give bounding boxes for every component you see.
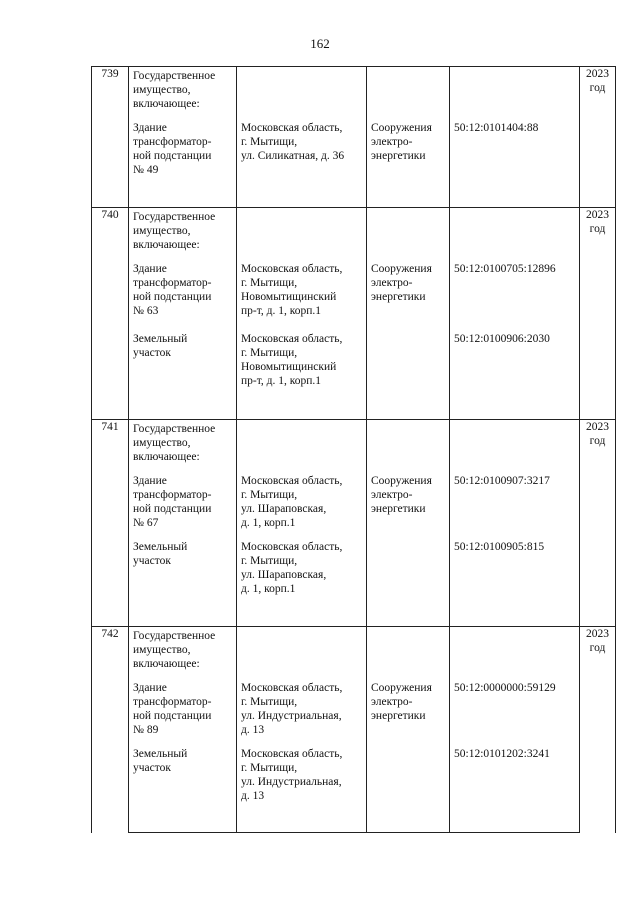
property-item-row (92, 121, 616, 207)
text-line: Государственное (133, 629, 216, 642)
record-year (580, 67, 616, 208)
text-line: Сооружения (371, 681, 432, 694)
address-cell (237, 207, 367, 262)
text-line: ной подстанции (133, 709, 212, 722)
item-address (237, 332, 367, 420)
text-line: Здание (133, 262, 167, 275)
text-line: № 89 (133, 723, 159, 736)
text-line: ул. Индустриальная, (241, 709, 342, 722)
text-line: 2023 (586, 68, 609, 80)
record-number: 742 (92, 626, 129, 833)
text-line: № 63 (133, 304, 159, 317)
text-line: электро- (371, 276, 413, 289)
item-address (237, 540, 367, 626)
text-line: Земельный (133, 332, 188, 345)
text-line: Сооружения (371, 122, 432, 134)
item-category (367, 474, 450, 540)
cadastral-cell (450, 420, 580, 475)
property-registry-table (91, 66, 616, 833)
text-line: включающее: (133, 657, 200, 670)
text-line: Здание (133, 122, 167, 134)
text-line: г. Мытищи, (241, 761, 298, 774)
record-number: 741 (92, 420, 129, 627)
cadastral-number: 50:12:0101404:88 (450, 121, 580, 207)
text-line: имущество, (133, 84, 191, 96)
property-item-row (92, 262, 616, 332)
registry-body (92, 67, 616, 833)
item-category (367, 262, 450, 332)
cadastral-cell (450, 67, 580, 122)
page-number: 162 (310, 36, 330, 51)
text-line: Земельный (133, 747, 188, 760)
text-line: Московская область, (241, 332, 343, 345)
record-year (580, 207, 616, 420)
item-address (237, 681, 367, 747)
property-item-row (92, 474, 616, 540)
text-line: Московская область, (241, 541, 343, 553)
address-cell (237, 420, 367, 475)
text-line: имущество, (133, 437, 191, 449)
text-line: ул. Шараповская, (241, 503, 327, 515)
text-line: Сооружения (371, 475, 432, 487)
text-line: имущество, (133, 224, 191, 237)
item-category (367, 540, 450, 626)
group-name (129, 420, 237, 475)
text-line: № 49 (133, 164, 159, 176)
text-line: Новомытищинский (241, 360, 337, 373)
text-line: Сооружения (371, 262, 432, 275)
text-line: Московская область, (241, 122, 343, 134)
text-line: д. 1, корп.1 (241, 583, 296, 595)
text-line: пр-т, д. 1, корп.1 (241, 304, 322, 317)
property-item-row (92, 332, 616, 420)
item-name (129, 474, 237, 540)
item-category (367, 681, 450, 747)
text-line: энергетики (371, 503, 426, 515)
text-line: Московская область, (241, 681, 343, 694)
category-cell (367, 67, 450, 122)
text-line: ной подстанции (133, 290, 212, 303)
record-header-row (92, 67, 616, 122)
record-number: 740 (92, 207, 129, 420)
cadastral-number: 50:12:0100907:3217 (450, 474, 580, 540)
text-line: Государственное (133, 423, 216, 435)
text-line: год (589, 641, 606, 654)
item-name (129, 332, 237, 420)
text-line: имущество, (133, 643, 191, 656)
text-line: пр-т, д. 1, корп.1 (241, 374, 322, 387)
record-header-row (92, 420, 616, 475)
text-line: Московская область, (241, 747, 343, 760)
text-line: электро- (371, 136, 413, 148)
text-line: участок (133, 555, 171, 567)
text-line: энергетики (371, 150, 426, 162)
text-line: Московская область, (241, 262, 343, 275)
cadastral-number: 50:12:0101202:3241 (450, 747, 580, 833)
text-line: трансформатор- (133, 695, 212, 708)
text-line: ной подстанции (133, 503, 212, 515)
text-line: включающее: (133, 238, 200, 251)
text-line: трансформатор- (133, 276, 212, 289)
address-cell (237, 626, 367, 681)
property-item-row (92, 747, 616, 833)
text-line: энергетики (371, 290, 426, 303)
text-line: электро- (371, 695, 413, 708)
text-line: г. Мытищи, (241, 346, 298, 359)
text-line: 2023 (586, 208, 609, 221)
group-name (129, 67, 237, 122)
cadastral-cell (450, 626, 580, 681)
text-line: Государственное (133, 210, 216, 223)
text-line: г. Мытищи, (241, 136, 298, 148)
item-address (237, 121, 367, 207)
item-category (367, 747, 450, 833)
text-line: Государственное (133, 70, 216, 82)
text-line: 2023 (586, 421, 609, 433)
record-year (580, 626, 616, 833)
item-name (129, 262, 237, 332)
address-cell (237, 67, 367, 122)
record-header-row (92, 626, 616, 681)
text-line: год (589, 435, 606, 447)
text-line: ной подстанции (133, 150, 212, 162)
property-item-row (92, 681, 616, 747)
text-line: включающее: (133, 98, 200, 110)
group-name (129, 626, 237, 681)
item-address (237, 474, 367, 540)
record-header-row (92, 207, 616, 262)
text-line: энергетики (371, 709, 426, 722)
text-line: Здание (133, 681, 167, 694)
category-cell (367, 420, 450, 475)
item-category (367, 332, 450, 420)
property-item-row (92, 540, 616, 626)
text-line: ул. Индустриальная, (241, 775, 342, 788)
text-line: включающее: (133, 451, 200, 463)
item-name (129, 747, 237, 833)
text-line: Здание (133, 475, 167, 487)
text-line: электро- (371, 489, 413, 501)
cadastral-cell (450, 207, 580, 262)
category-cell (367, 207, 450, 262)
record-number: 739 (92, 67, 129, 208)
text-line: д. 1, корп.1 (241, 517, 296, 529)
cadastral-number: 50:12:0100905:815 (450, 540, 580, 626)
text-line: д. 13 (241, 723, 265, 736)
text-line: Земельный (133, 541, 188, 553)
cadastral-number: 50:12:0100906:2030 (450, 332, 580, 420)
text-line: г. Мытищи, (241, 555, 298, 567)
text-line: г. Мытищи, (241, 489, 298, 501)
group-name (129, 207, 237, 262)
text-line: № 67 (133, 517, 159, 529)
text-line: участок (133, 761, 171, 774)
text-line: год (589, 222, 606, 235)
text-line: ул. Силикатная, д. 36 (241, 150, 345, 162)
cadastral-number: 50:12:0000000:59129 (450, 681, 580, 747)
text-line: участок (133, 346, 171, 359)
text-line: ул. Шараповская, (241, 569, 327, 581)
text-line: д. 13 (241, 789, 265, 802)
text-line: г. Мытищи, (241, 695, 298, 708)
text-line: Московская область, (241, 475, 343, 487)
category-cell (367, 626, 450, 681)
text-line: г. Мытищи, (241, 276, 298, 289)
item-address (237, 262, 367, 332)
text-line: Новомытищинский (241, 290, 337, 303)
item-address (237, 747, 367, 833)
item-name (129, 540, 237, 626)
item-name (129, 121, 237, 207)
text-line: год (589, 82, 606, 94)
text-line: трансформатор- (133, 136, 212, 148)
item-category (367, 121, 450, 207)
cadastral-number: 50:12:0100705:12896 (450, 262, 580, 332)
text-line: трансформатор- (133, 489, 212, 501)
record-year (580, 420, 616, 627)
text-line: 2023 (586, 627, 609, 640)
item-name (129, 681, 237, 747)
